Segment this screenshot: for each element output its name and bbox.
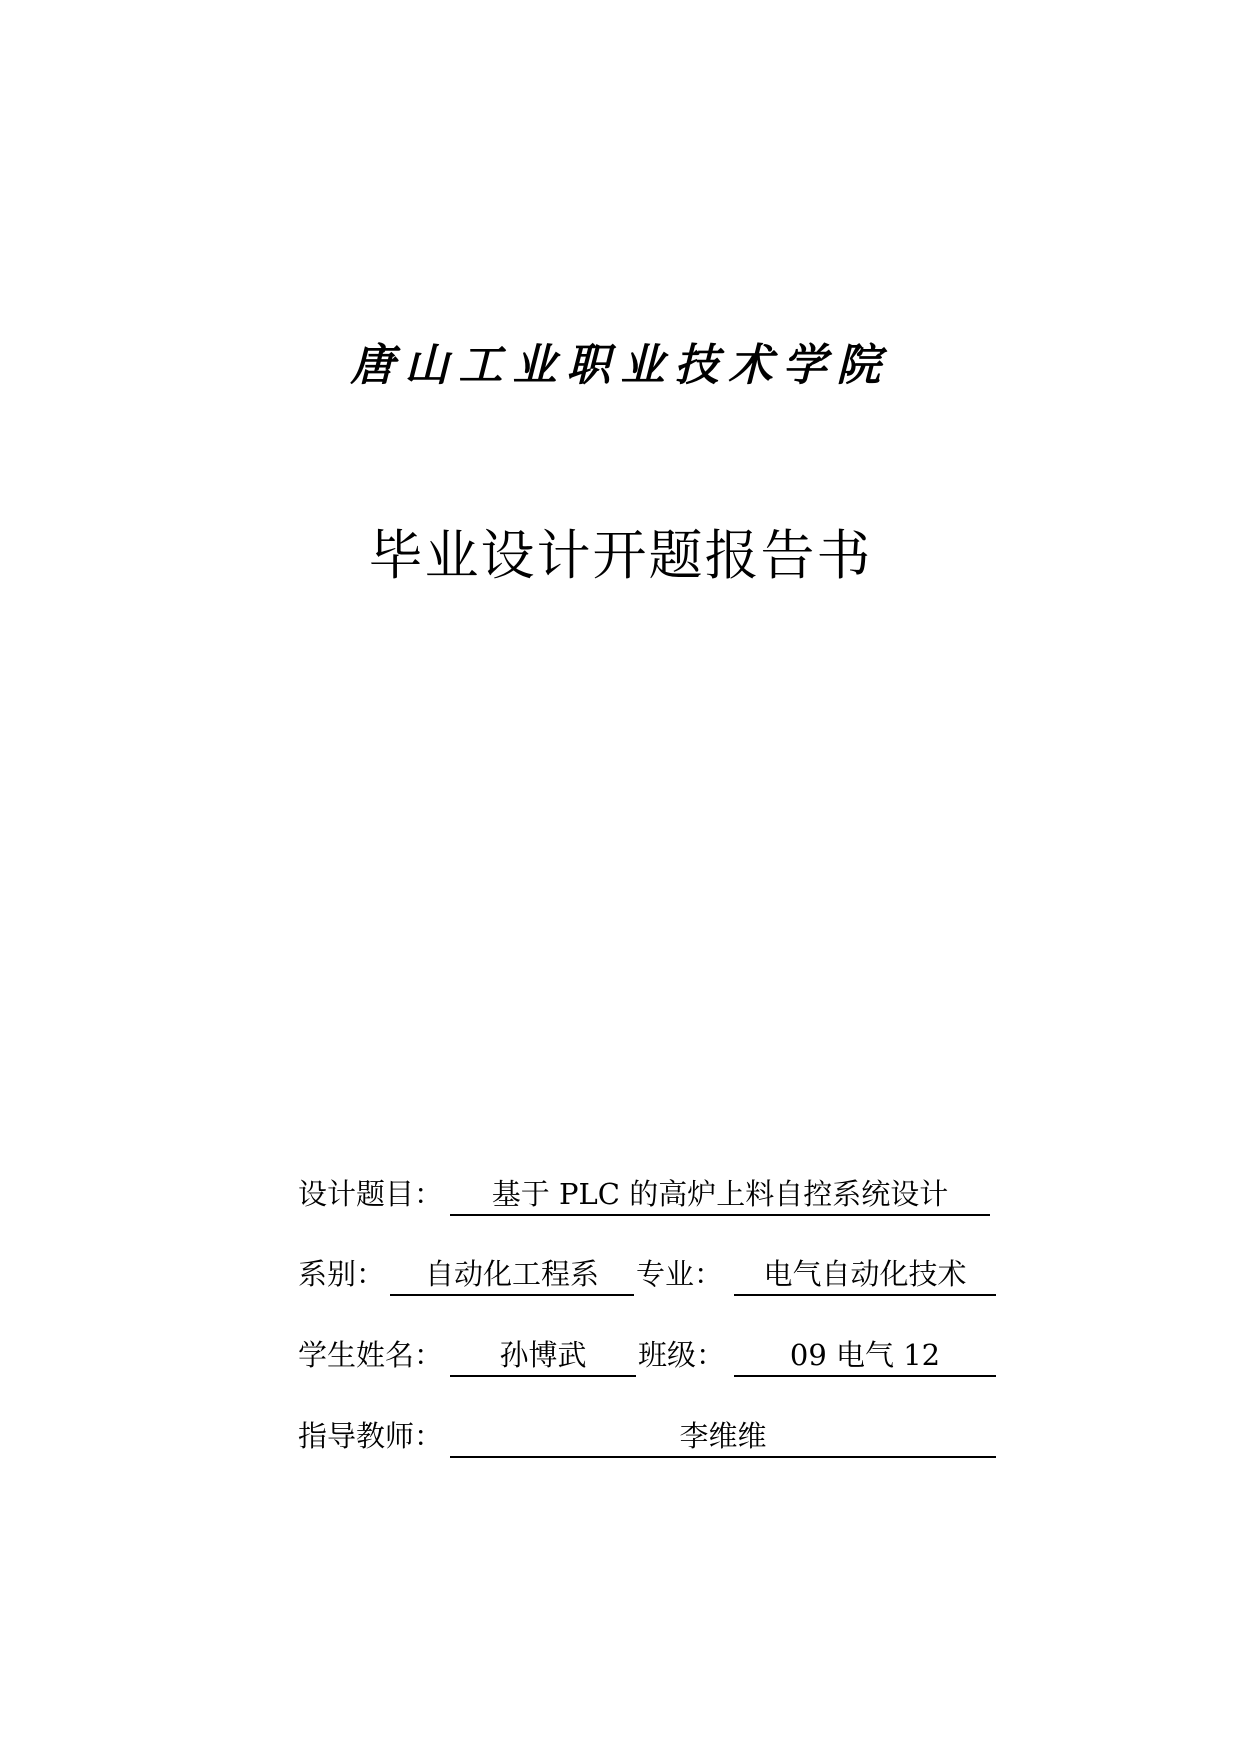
- advisor-value: 李维维: [450, 1414, 996, 1458]
- topic-value: 基于 PLC 的高炉上料自控系统设计: [450, 1172, 990, 1216]
- major-label: 专业：: [636, 1257, 724, 1291]
- department-label: 系别：: [298, 1257, 386, 1291]
- department-value: 自动化工程系: [390, 1252, 634, 1296]
- student-name-label: 学生姓名：: [298, 1338, 444, 1372]
- student-name-value: 孙博武: [450, 1333, 636, 1377]
- class-value: 09 电气 12: [734, 1333, 996, 1377]
- school-name: 唐山工业职业技术学院: [350, 340, 891, 391]
- document-title: 毕业设计开题报告书: [368, 524, 873, 587]
- major-value: 电气自动化技术: [734, 1252, 996, 1296]
- advisor-label: 指导教师：: [298, 1419, 444, 1453]
- class-label: 班级：: [638, 1338, 726, 1372]
- topic-label: 设计题目：: [298, 1177, 444, 1211]
